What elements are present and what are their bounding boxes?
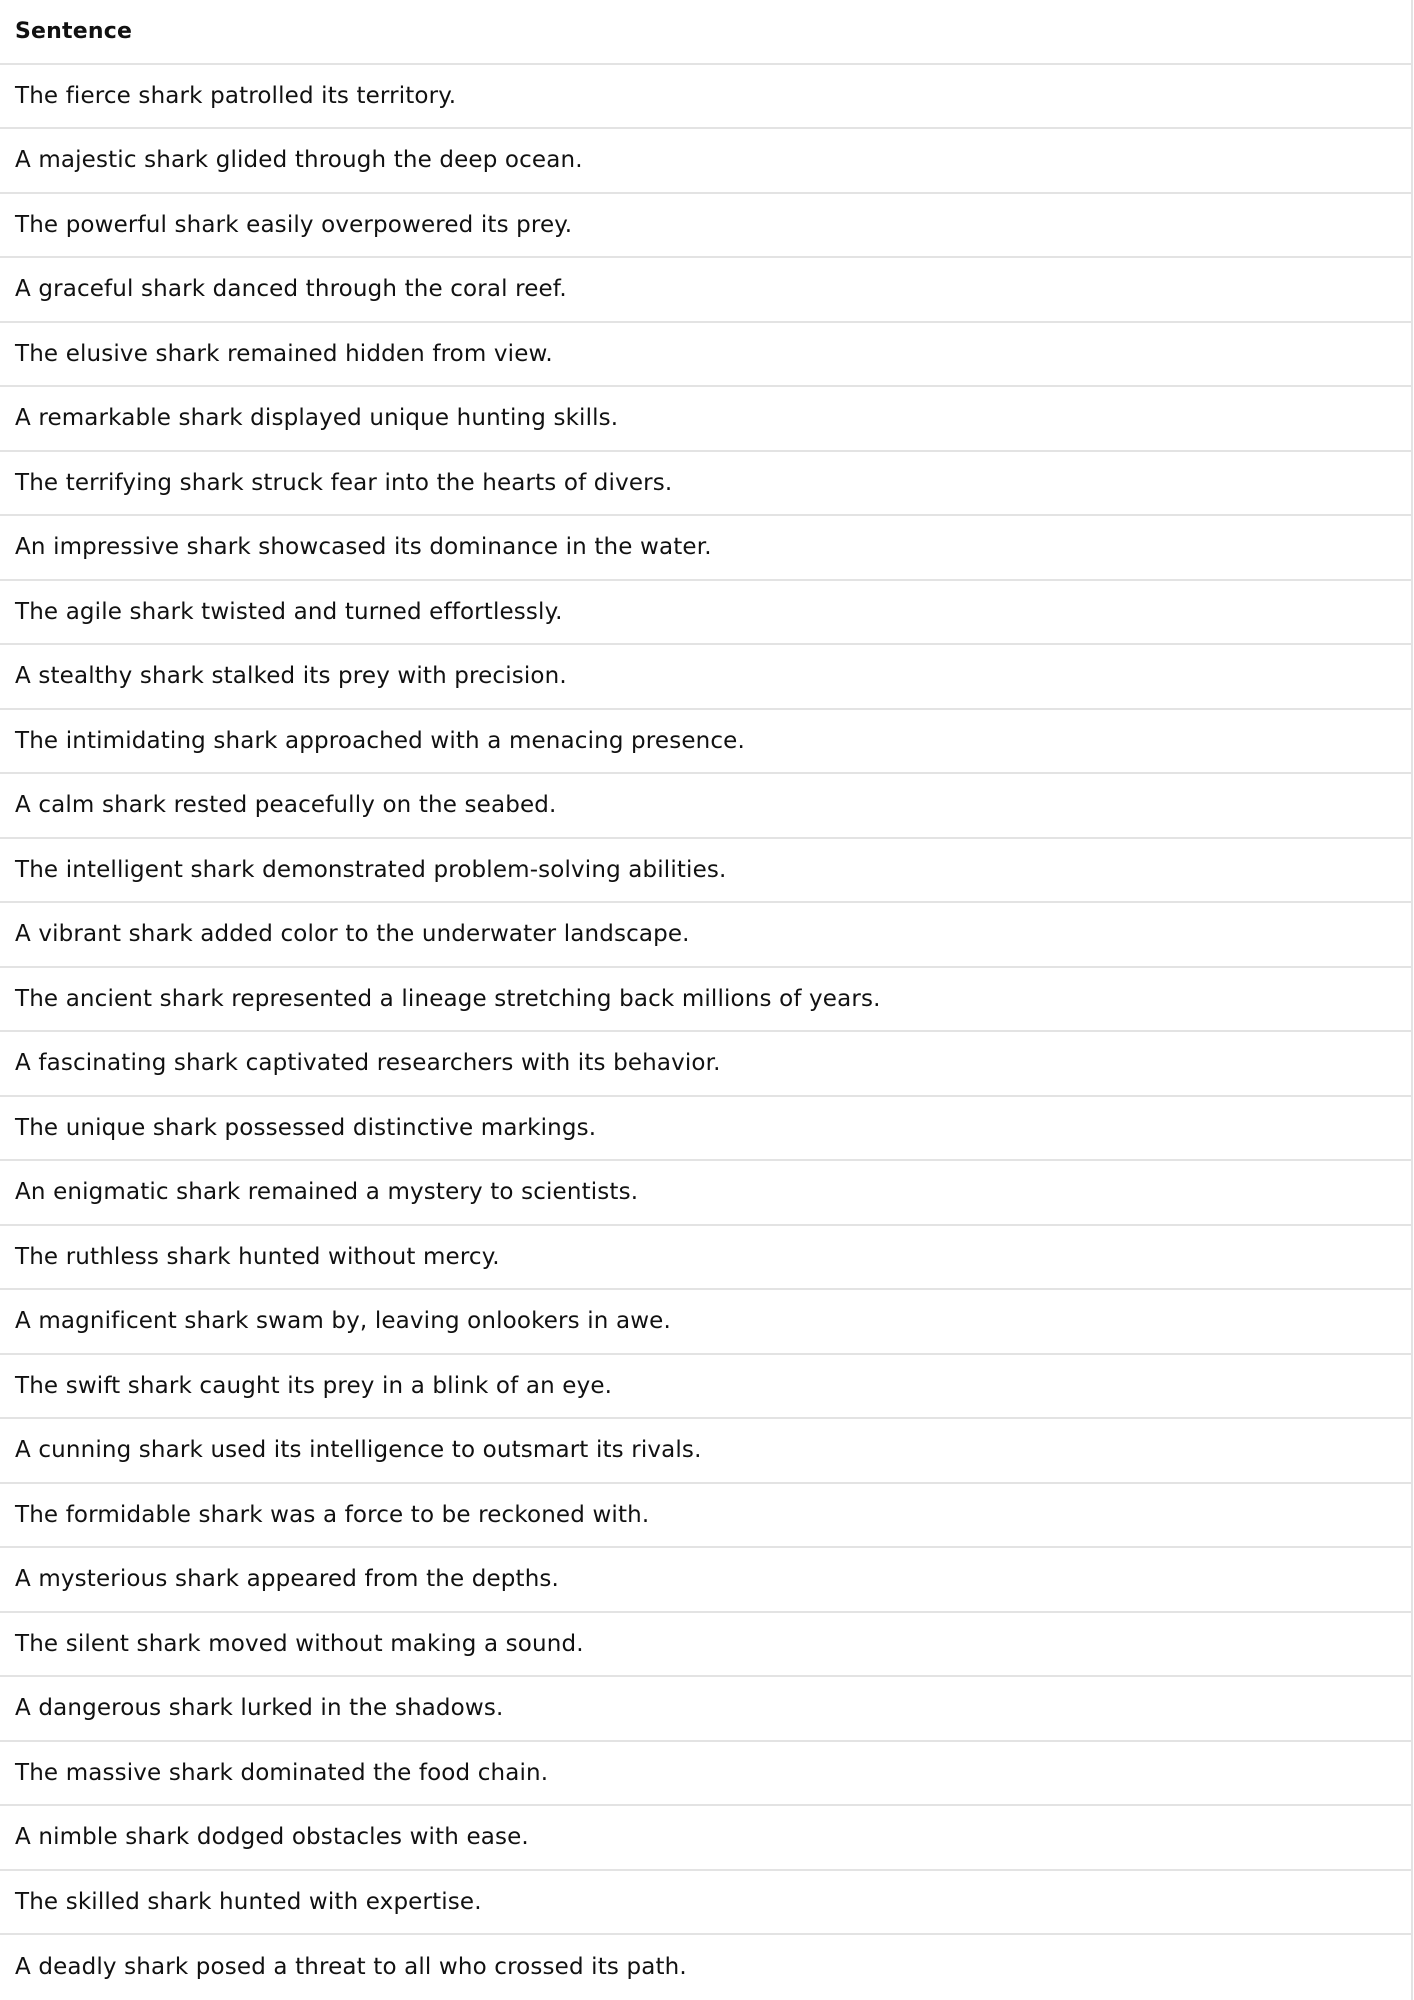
table-row <box>0 194 1411 259</box>
sentence-cell: An impressive shark showcased its dominance in the water. <box>15 534 712 561</box>
table-row <box>0 1871 1411 1936</box>
table-row <box>0 645 1411 710</box>
sentence-cell: A graceful shark danced through the coral reef. <box>15 276 567 303</box>
table-row <box>0 129 1411 194</box>
sentence-cell: The ruthless shark hunted without mercy. <box>15 1243 500 1270</box>
table-row <box>0 1226 1411 1291</box>
sentence-cell: The skilled shark hunted with expertise. <box>15 1888 482 1915</box>
sentence-cell: A fascinating shark captivated researchers with its behavior. <box>15 1050 721 1077</box>
sentence-cell: A deadly shark posed a threat to all who crossed its path. <box>15 1954 687 1981</box>
table-row <box>0 1484 1411 1549</box>
sentence-cell: The silent shark moved without making a sound. <box>15 1630 584 1657</box>
table-row <box>0 968 1411 1033</box>
column-header-sentence: Sentence <box>15 18 133 44</box>
sentence-cell: A remarkable shark displayed unique hunting skills. <box>15 405 619 432</box>
sentence-cell: The intimidating shark approached with a menacing presence. <box>15 727 745 754</box>
sentence-cell: The elusive shark remained hidden from view. <box>15 340 553 367</box>
sentence-cell: A dangerous shark lurked in the shadows. <box>15 1695 504 1722</box>
sentence-cell: The formidable shark was a force to be reckoned with. <box>15 1501 650 1528</box>
table-row <box>0 1806 1411 1871</box>
table-row <box>0 1097 1411 1162</box>
table-row <box>0 903 1411 968</box>
sentence-cell: A nimble shark dodged obstacles with ease. <box>15 1824 529 1851</box>
sentence-cell: The intelligent shark demonstrated problem-solving abilities. <box>15 856 727 883</box>
table-row <box>0 581 1411 646</box>
sentence-cell: The ancient shark represented a lineage stretching back millions of years. <box>15 985 881 1012</box>
table-row <box>0 1355 1411 1420</box>
table-row <box>0 258 1411 323</box>
sentence-cell: A mysterious shark appeared from the depths. <box>15 1566 560 1593</box>
table-row <box>0 1290 1411 1355</box>
table-row <box>0 839 1411 904</box>
sentence-cell: A vibrant shark added color to the underwater landscape. <box>15 921 690 948</box>
table-row <box>0 1613 1411 1678</box>
table-row <box>0 1419 1411 1484</box>
sentence-cell: An enigmatic shark remained a mystery to scientists. <box>15 1179 639 1206</box>
table-row <box>0 452 1411 517</box>
sentence-cell: A calm shark rested peacefully on the seabed. <box>15 792 557 819</box>
table-row <box>0 387 1411 452</box>
sentence-cell: The agile shark twisted and turned effortlessly. <box>15 598 563 625</box>
table-row <box>0 774 1411 839</box>
table-row <box>0 1032 1411 1097</box>
table-row <box>0 65 1411 130</box>
table-row <box>0 710 1411 775</box>
sentence-cell: The unique shark possessed distinctive markings. <box>15 1114 597 1141</box>
table-row <box>0 1161 1411 1226</box>
sentence-cell: The massive shark dominated the food chain. <box>15 1759 549 1786</box>
sentence-cell: The swift shark caught its prey in a blink of an eye. <box>15 1372 613 1399</box>
table-row <box>0 516 1411 581</box>
sentence-cell: The terrifying shark struck fear into the hearts of divers. <box>15 469 673 496</box>
table-row <box>0 1548 1411 1613</box>
sentence-cell: The fierce shark patrolled its territory. <box>15 82 457 109</box>
table-row <box>0 1742 1411 1807</box>
sentence-cell: The powerful shark easily overpowered its prey. <box>15 211 573 238</box>
table-row <box>0 1935 1411 2000</box>
table-header-row <box>0 0 1411 65</box>
sentence-cell: A stealthy shark stalked its prey with precision. <box>15 663 567 690</box>
sentence-cell: A magnificent shark swam by, leaving onlookers in awe. <box>15 1308 671 1335</box>
sentence-cell: A cunning shark used its intelligence to outsmart its rivals. <box>15 1437 702 1464</box>
table-row <box>0 1677 1411 1742</box>
table-row <box>0 323 1411 388</box>
sentence-cell: A majestic shark glided through the deep ocean. <box>15 147 583 174</box>
